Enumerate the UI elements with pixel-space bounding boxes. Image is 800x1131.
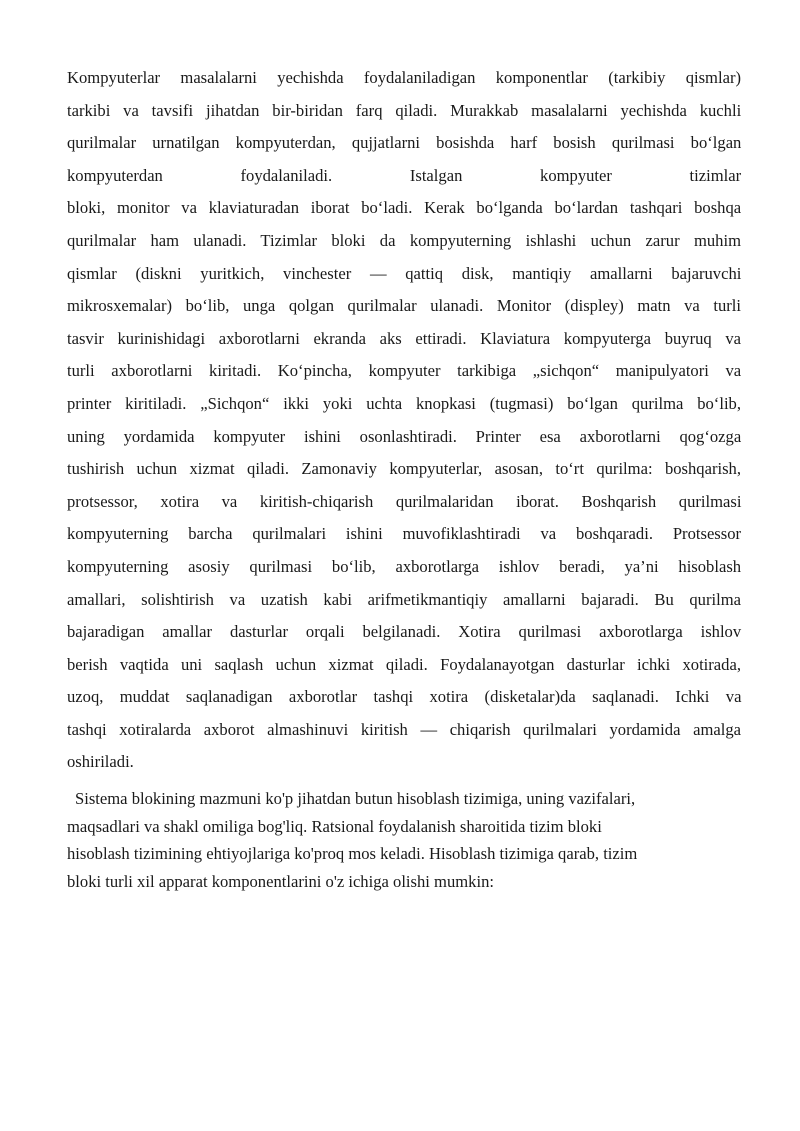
text-line: printer kiritiladi. „Sichqon“ ikki yoki uchta knopkasi (tugmasi) bo‘lgan qurilma bo‘lib, xyxy=(67,393,741,413)
paragraph-computer-components xyxy=(67,62,741,779)
text-line: mikrosxemalar) bo‘lib, unga qolgan qurilmalar ulanadi. Monitor (displey) matn va turli xyxy=(67,296,741,316)
text-line: qurilmalar ham ulanadi. Tizimlar bloki da kompyuterning ishlashi uchun zarur muhim xyxy=(67,230,741,250)
text-line: bloki turli xil apparat komponentlarini o'z ichiga olishi mumkin: xyxy=(67,871,494,891)
text-line: berish vaqtida uni saqlash uchun xizmat qiladi. Foydalanayotgan dasturlar ichki xotirada, xyxy=(67,654,741,674)
text-line: qismlar (diskni yuritkich, vinchester — qattiq disk, mantiqiy amallarni bajaruvchi xyxy=(67,263,742,283)
text-line: turli axborotlarni kiritadi. Ko‘pincha, kompyuter tarkibiga „sichqon“ manipulyatori va xyxy=(67,361,742,381)
text-line: hisoblash tizimining ehtiyojlariga ko'proq mos keladi. Hisoblash tizimiga qarab, tizim xyxy=(67,844,638,863)
paragraph-system-block xyxy=(67,785,747,895)
text-line: tushirish uchun xizmat qiladi. Zamonaviy kompyuterlar, asosan, to‘rt qurilma: boshqarish, xyxy=(67,459,741,479)
text-line: protsessor, xotira va kiritish-chiqarish qurilmalaridan iborat. Boshqarish qurilmasi xyxy=(67,491,742,511)
text-line: Sistema blokining mazmuni ko'p jihatdan butun hisoblash tizimiga, uning vazifalari, xyxy=(75,789,636,808)
text-line: tasvir kurinishidagi axborotlarni ekranda aks ettiradi. Klaviatura kompyuterga buyruq va xyxy=(67,328,741,348)
text-line: oshiriladi. xyxy=(67,752,134,772)
text-line: Kompyuterlar masalalarni yechishda foydalaniladigan komponentlar (tarkibiy qismlar) xyxy=(67,68,741,87)
text-line: kompyuterdan foydalaniladi. Istalgan kompyuter tizimlar xyxy=(67,165,742,185)
text-line: uzoq, muddat saqlanadigan axborotlar tashqi xotira (disketalar)da saqlanadi. Ichki va xyxy=(67,687,742,707)
text-line: kompyuterning barcha qurilmalari ishini muvofiklashtiradi va boshqaradi. Protsessor xyxy=(67,524,742,544)
text-line: amallari, solishtirish va uzatish kabi arifmetikmantiqiy amallarni bajaradi. Bu qurilma xyxy=(67,589,741,609)
text-line: maqsadlari va shakl omiliga bog'liq. Ratsional foydalanish sharoitida tizim bloki xyxy=(67,816,602,836)
text-line: bajaradigan amallar dasturlar orqali belgilanadi. Xotira qurilmasi axborotlarga ishlov xyxy=(67,622,742,642)
text-line: tarkibi va tavsifi jihatdan bir-biridan farq qiladi. Murakkab masalalarni yechishda kuchli xyxy=(67,100,742,120)
text-line: tashqi xotiralarda axborot almashinuvi kiritish — chiqarish qurilmalari yordamida amalga xyxy=(67,719,741,739)
text-line: bloki, monitor va klaviaturadan iborat bo‘ladi. Kerak bo‘lganda bo‘lardan tashqari boshqa xyxy=(67,198,742,218)
text-line: kompyuterning asosiy qurilmasi bo‘lib, axborotlarga ishlov beradi, ya’ni hisoblash xyxy=(67,556,742,576)
text-line: qurilmalar urnatilgan kompyuterdan, qujjatlarni bosishda harf bosish qurilmasi bo‘lgan xyxy=(67,133,742,153)
text-line: uning yordamida kompyuter ishini osonlashtiradi. Printer esa axborotlarni qog‘ozga xyxy=(67,426,742,446)
